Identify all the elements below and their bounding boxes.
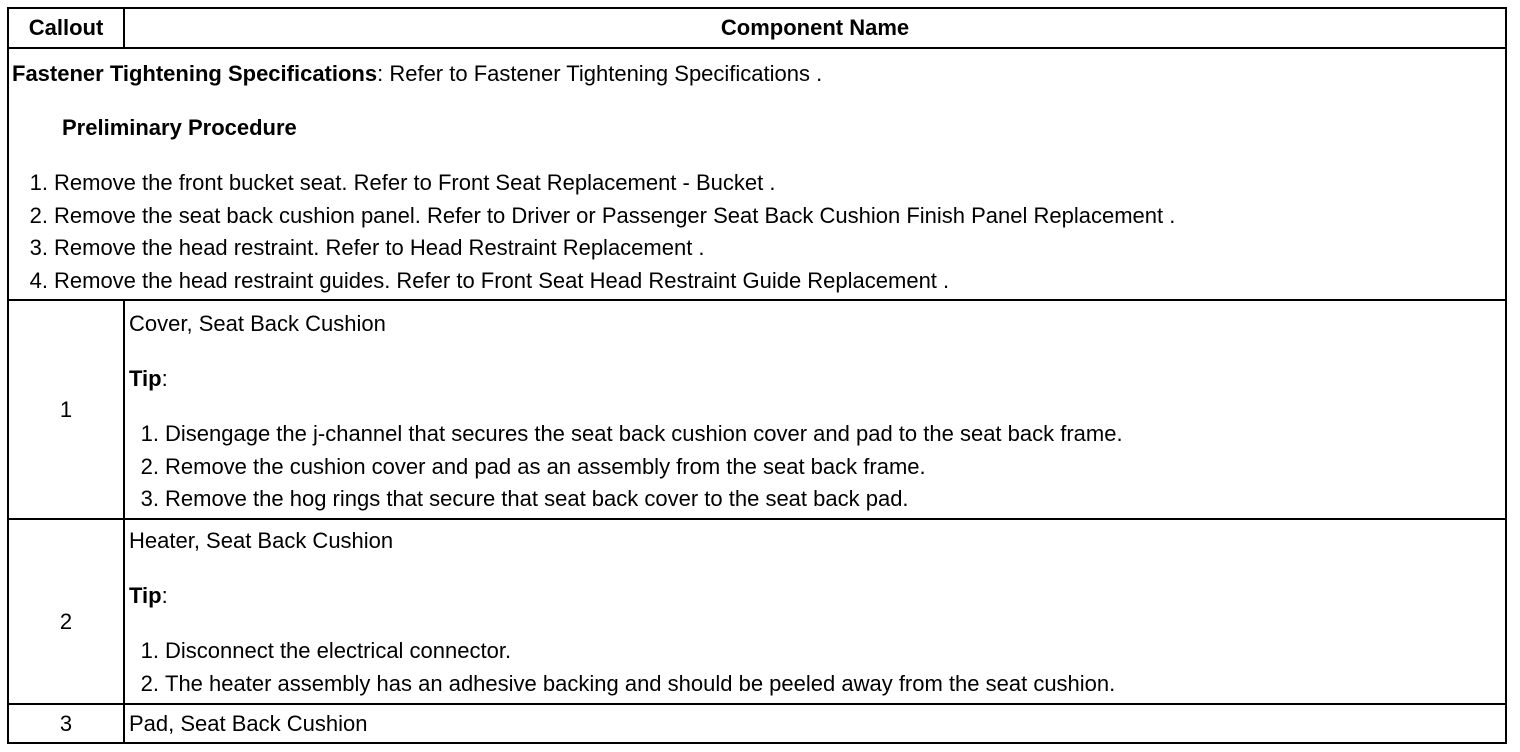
preliminary-section: [9, 49, 1505, 299]
column-divider: [123, 299, 125, 518]
callout-number: 1: [59, 397, 73, 422]
header-component-name: Component Name: [720, 15, 910, 40]
component-name: Pad, Seat Back Cushion: [129, 711, 368, 736]
step-number: 1.: [29, 170, 48, 195]
step-text: Remove the hog rings that secure that seat back cover to the seat back pad.: [165, 486, 909, 511]
step-number: 2.: [29, 203, 48, 228]
callout-number: 3: [59, 711, 73, 736]
header-divider: [123, 9, 125, 47]
component-name: Cover, Seat Back Cushion: [129, 311, 386, 336]
component-table: [7, 7, 1507, 744]
tip-label: [129, 366, 168, 392]
step-text: Remove the head restraint. Refer to Head Restraint Replacement .: [54, 235, 705, 260]
tip-label: [129, 583, 168, 609]
fastener-spec-line: [12, 61, 822, 87]
step-text: Remove the front bucket seat. Refer to Front Seat Replacement - Bucket .: [54, 170, 776, 195]
step-number: 4.: [29, 268, 48, 293]
step-number: 2.: [140, 671, 159, 696]
tip-colon: :: [161, 366, 168, 391]
component-cell: [129, 520, 1505, 703]
step-number: 2.: [140, 454, 159, 479]
tip-colon: :: [161, 583, 168, 608]
component-cell: [129, 301, 1505, 518]
column-divider: [123, 703, 125, 742]
step-text: Remove the seat back cushion panel. Refer to Driver or Passenger Seat Back Cushion Finish Panel Replacement .: [54, 203, 1176, 228]
fastener-spec-text: : Refer to Fastener Tightening Specifications .: [377, 61, 823, 86]
step-text: The heater assembly has an adhesive backing and should be peeled away from the seat cushion.: [165, 671, 1116, 696]
table-row: [9, 520, 1505, 703]
step-number: 3.: [140, 486, 159, 511]
tip-label-text: Tip: [129, 366, 162, 391]
table-row: [9, 301, 1505, 518]
step-number: 1.: [140, 638, 159, 663]
preliminary-heading: Preliminary Procedure: [62, 115, 297, 140]
callout-number: 2: [59, 609, 73, 634]
step-number: 1.: [140, 421, 159, 446]
step-text: Disconnect the electrical connector.: [165, 638, 512, 663]
column-divider: [123, 518, 125, 703]
table-row: [9, 705, 1505, 742]
header-callout: Callout: [28, 15, 104, 40]
step-text: Disengage the j-channel that secures the seat back cushion cover and pad to the seat back frame.: [165, 421, 1123, 446]
fastener-spec-label: Fastener Tightening Specifications: [12, 61, 378, 86]
component-name: Heater, Seat Back Cushion: [129, 528, 394, 553]
step-text: Remove the cushion cover and pad as an assembly from the seat back frame.: [165, 454, 926, 479]
tip-label-text: Tip: [129, 583, 162, 608]
step-number: 3.: [29, 235, 48, 260]
step-text: Remove the head restraint guides. Refer to Front Seat Head Restraint Guide Replacement .: [54, 268, 950, 293]
component-cell: [129, 705, 1505, 742]
